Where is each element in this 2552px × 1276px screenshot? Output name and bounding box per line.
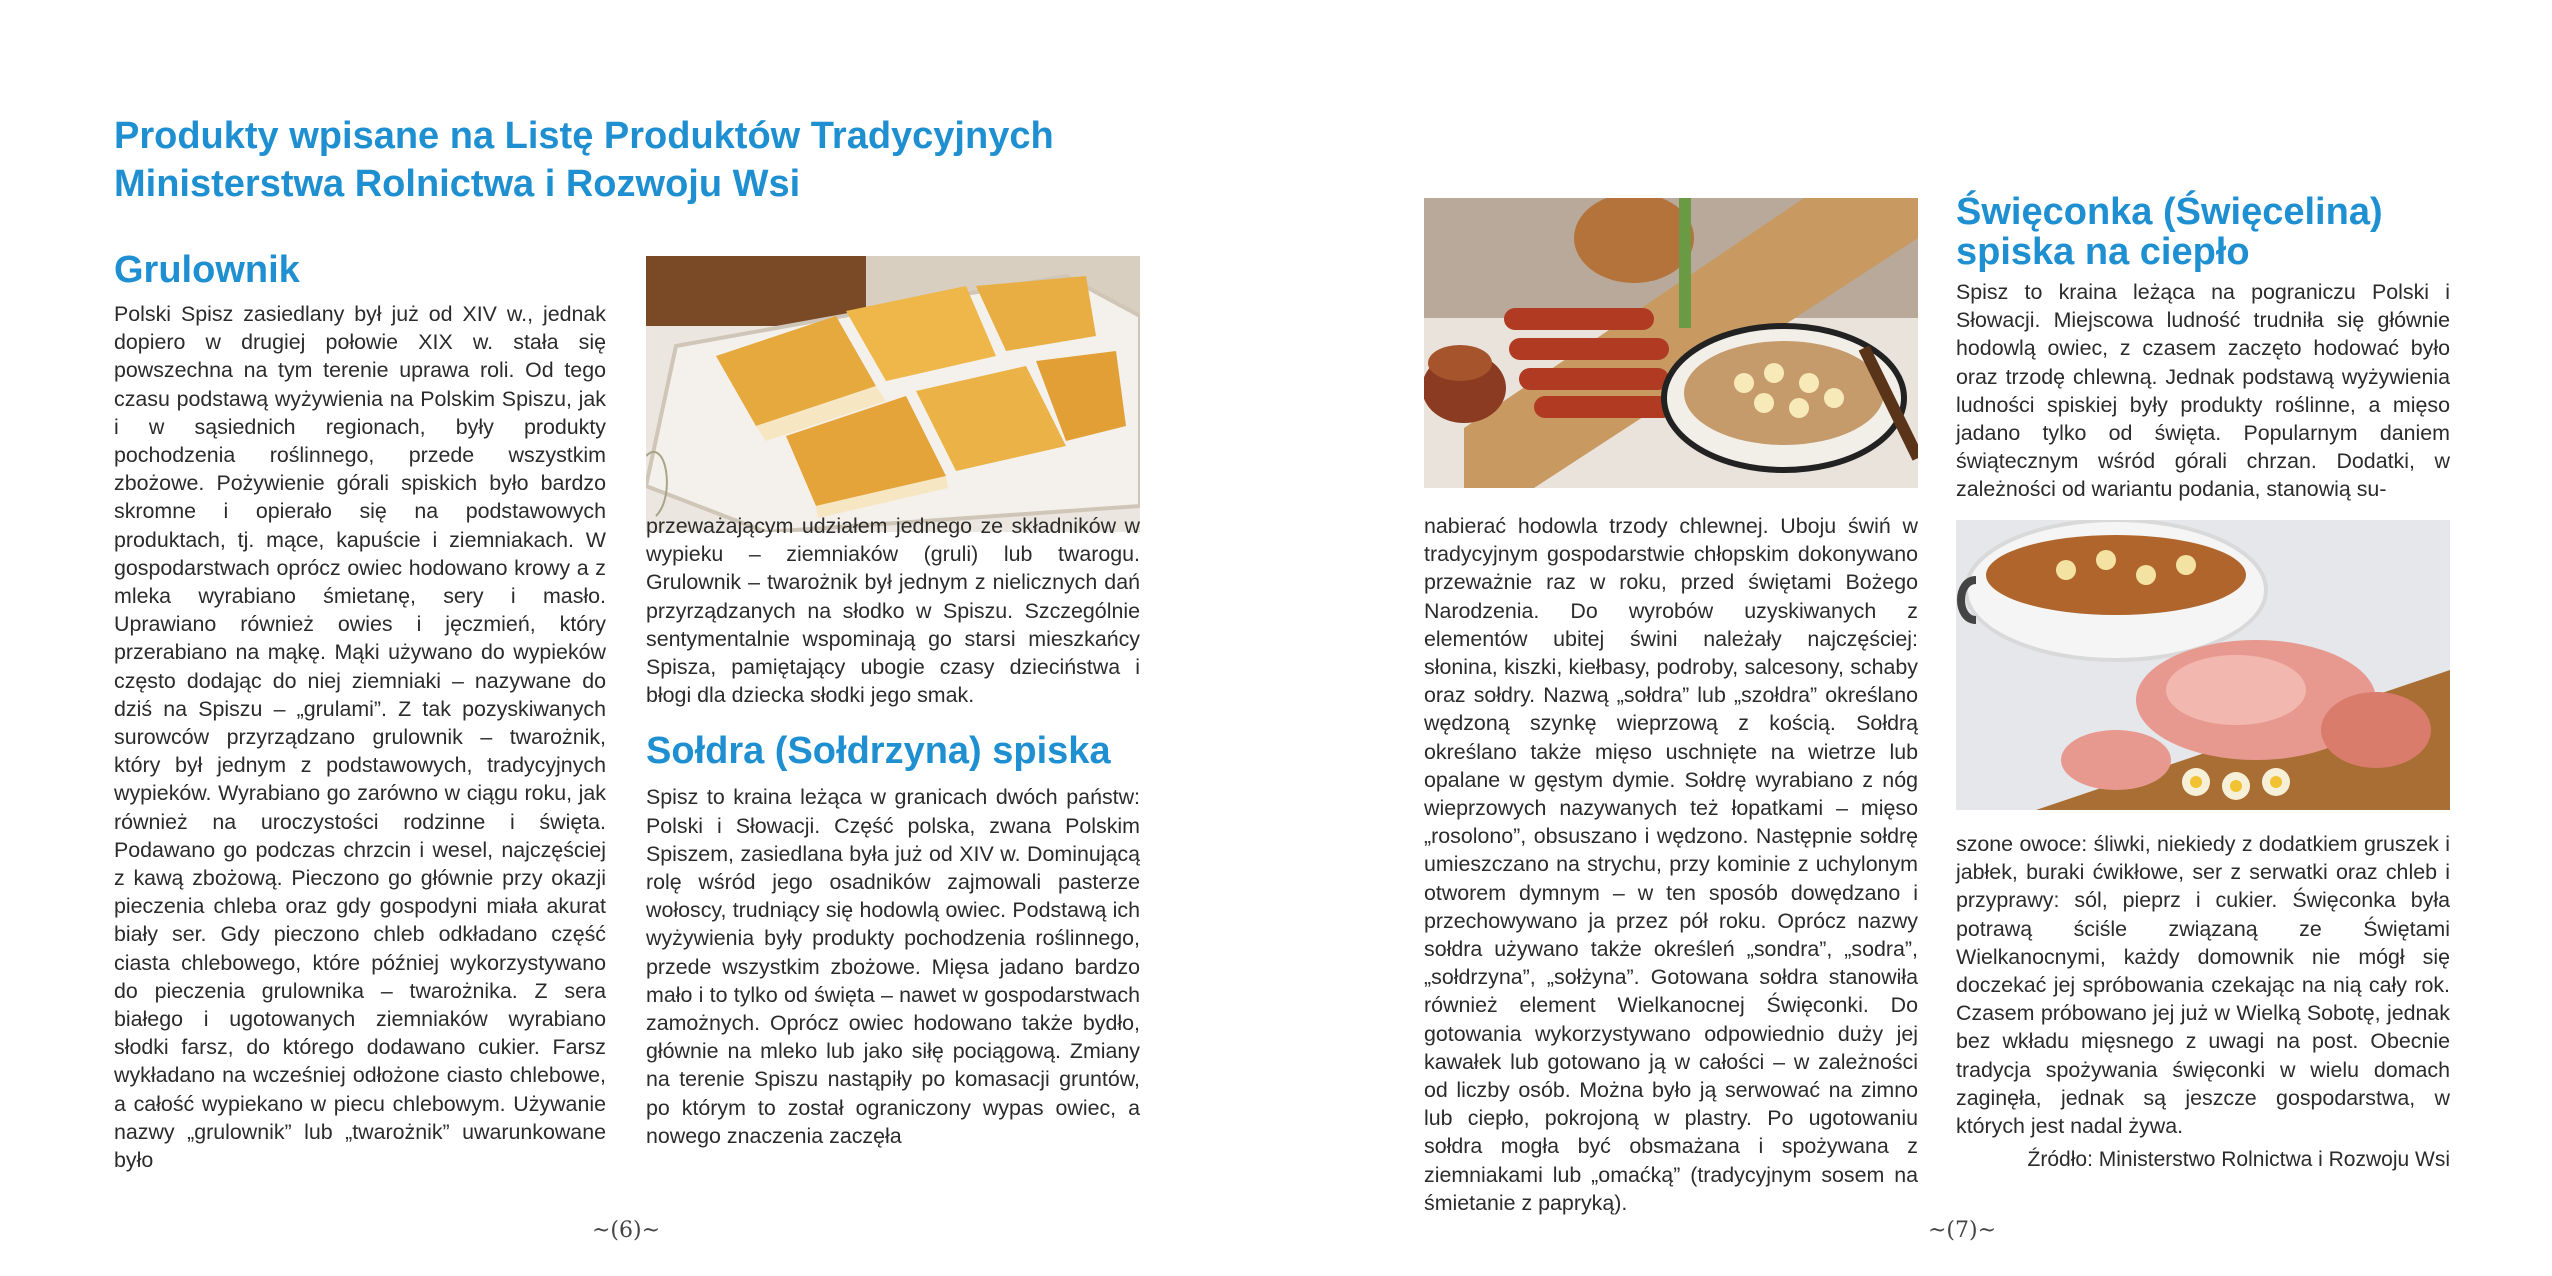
swieconka-photo <box>1956 520 2450 810</box>
soldra-text-1: Spisz to kraina leżąca w granicach dwóch państw: Polski i Słowacji. Część polska, zwana Polskim Spiszem, zasiedlana była już od XIV w. Dominującą rolę wśród jego osadników zajmowali pasterze wołoscy, trudniący się hodowlą owiec. Podstawą ich wyżywienia były produkty pochodzenia roślinnego, przede wszystkim zbożowe. Mięsa jadano bardzo mało i to tylko od święta – nawet w gospodarstwach zamożnych. Oprócz owiec hodowano także bydło, głównie na mleko lub jako siłę pociągową. Zmiany na terenie Spiszu nastąpiły po komasacji gruntów, po którym to został ograniczony wypas owiec, a nowego znaczenia zaczęła <box>646 785 1140 1148</box>
grulownik-column-2 <box>646 512 1140 1150</box>
grulownik-heading: Grulownik <box>114 249 300 291</box>
soldra-continued-column <box>1424 512 1918 1217</box>
page-number-right: ~(7)~ <box>1927 1218 1997 1243</box>
cheesecake-image <box>646 256 1140 532</box>
swieconka-column-2 <box>1956 830 2450 1140</box>
page-title <box>114 112 1114 208</box>
swieconka-heading-line-2: spiska na ciepło <box>1956 231 2250 273</box>
grulownik-text-2: przeważającym udziałem jednego ze składników w wypieku – ziemniaków (gruli) lub twarogu. Grulownik – twarożnik był jednym z nielicznych dań przyrządzanych na słodko w Spiszu. Szczególnie sentymentalnie wspominają go starsi mieszkańcy Spisza, pamiętający ubogie czasy dzieciństwa i błogi dla dziecka słodki jego smak. <box>646 514 1140 708</box>
swieconka-heading-line-1: Święconka (Święcelina) <box>1956 191 2383 233</box>
folio-6: 6 <box>619 1218 633 1243</box>
soldra-heading: Sołdra (Sołdrzyna) spiska <box>646 730 1111 773</box>
soldra-text-2: nabierać hodowla trzody chlewnej. Uboju świń w tradycyjnym gospodarstwie chłopskim dokonywano przeważnie raz w roku, przed świętami Bożego Narodzenia. Do wyrobów uzyskiwanych z elementów ubitej świni należały najczęściej: słonina, kiszki, kiełbasy, podroby, salcesony, schaby oraz sołdry. Nazwą „sołdra” lub „szołdra” określano wędzoną szynkę wieprzową z kością. Sołdrą określano także mięso uschnięte na wietrze lub opalane w gęstym dymie. Sołdrę wyrabiano z nóg wieprzowych nazywanych też łopatkami – mięso „rosolono”, obsuszano i wędzono. Następnie sołdrę umieszczano na strychu, przy kominie z uchylonym otworem dymnym – w ten sposób dowędzano i przechowywano ja przez pół roku. Oprócz nazwy sołdra używano także określeń „sondra”, „sodra”, „sołdrzyna”, „sołżyna”. Gotowana sołdra stanowiła również element Wielkanocnej Święconki. Do gotowania wykorzystywano odpowiednio duży jej kawałek lub gotowano ją w całości – w zależności od liczby osób. Można było ją serwować na zimno lub ciepło, pokrojoną w plastry. Po ugotowaniu sołdra mogła być obsmażana i spożywana z ziemniakami lub „omaćką” (tradycyjnym sosem na śmietanie z papryką). <box>1424 514 1918 1215</box>
right-page <box>1276 0 2552 1276</box>
grulownik-text-1: Polski Spisz zasiedlany był już od XIV w., jednak dopiero w drugiej połowie XIX w. stała się powszechna na tym terenie uprawa roli. Od tego czasu podstawą wyżywienia na Polskim Spiszu, jak i w sąsiednich regionach, były produkty pochodzenia roślinnego, przede wszystkim zbożowe. Pożywienie górali spiskich było bardzo skromne i opierało się na podstawowych produktach, tj. mące, kapuście i ziemniakach. W gospodarstwach oprócz owiec hodowano krowy a z mleka wyrabiano śmietanę, sery i masło. Uprawiano również owies i jęczmień, który przerabiano na mąkę. Mąki używano do wypieków często dodając do niej ziemniaki – nazywane do dziś na Spiszu – „grulami”. Z tak pozyskiwanych surowców przyrządzano grulownik – twarożnik, który był jednym z podstawowych, tradycyjnych wypieków. Wyrabiano go zarówno w ciągu roku, jak również na uroczystości rodzinne i święta. Podawano go podczas chrzcin i wesel, najczęściej z kawą zbożową. Pieczono go głównie przy okazji pieczenia chleba oraz gdy gospodyni miała akurat biały ser. Gdy pieczono chleb odkładano część ciasta chlebowego, które później wykorzystywano do pieczenia grulownika – twarożnika. Z sera białego i ugotowanych ziemniaków wyrabiano słodki farsz, do którego dodawano cukier. Farsz wykładano na wcześniej odłożone ciasto chlebowe, a całość wypiekano w piecu chlebowym. Używanie nazwy „grulownik” lub „twarożnik” uwarunkowane było <box>114 302 606 1173</box>
soldra-image <box>1424 198 1918 488</box>
soldra-photo <box>1424 198 1918 488</box>
swieconka-image <box>1956 520 2450 810</box>
swieconka-text-2: szone owoce: śliwki, niekiedy z dodatkiem gruszek i jabłek, buraki ćwikłowe, ser z serwatki oraz chleb i przyprawy: sól, pieprz i cukier. Święconka była potrawą ściśle związaną ze Świętami Wielkanocnymi, każdy domownik nie mógł się doczekać jej spróbowania czekając na nią cały rok. Czasem próbowano jej już w Wielką Sobotę, jednak bez wkładu mięsnego z uwagi na post. Obecnie tradycja spożywania święconki w wielu domach zaginęła, jednak są jeszcze gospodarstwa, w których jest nadal żywa. <box>1956 832 2450 1139</box>
source-note: Źródło: Ministerstwo Rolnictwa i Rozwoju Wsi <box>2027 1148 2450 1171</box>
page-number-left: ~(6)~ <box>591 1218 661 1243</box>
title-line-1: Produkty wpisane na Listę Produktów Tradycyjnych <box>114 115 1054 157</box>
folio-7: 7 <box>1955 1218 1969 1243</box>
title-line-2: Ministerstwa Rolnictwa i Rozwoju Wsi <box>114 163 801 205</box>
swieconka-text-1: Spisz to kraina leżąca na pograniczu Polski i Słowacji. Miejscowa ludność trudniła się głównie hodowlą owiec, z czasem zaczęto hodować było oraz trzodę chlewną. Jednak podstawą wyżywienia ludności spiskiej były produkty roślinne, a mięso jadano tylko od święta. Popularnym daniem świątecznym wśród górali chrzan. Dodatki, w zależności od wariantu podania, stanowią su- <box>1956 280 2450 502</box>
swieconka-column-1 <box>1956 192 2450 504</box>
grulownik-photo <box>646 256 1140 532</box>
swieconka-heading <box>1956 192 2450 272</box>
grulownik-column-1 <box>114 250 606 1174</box>
